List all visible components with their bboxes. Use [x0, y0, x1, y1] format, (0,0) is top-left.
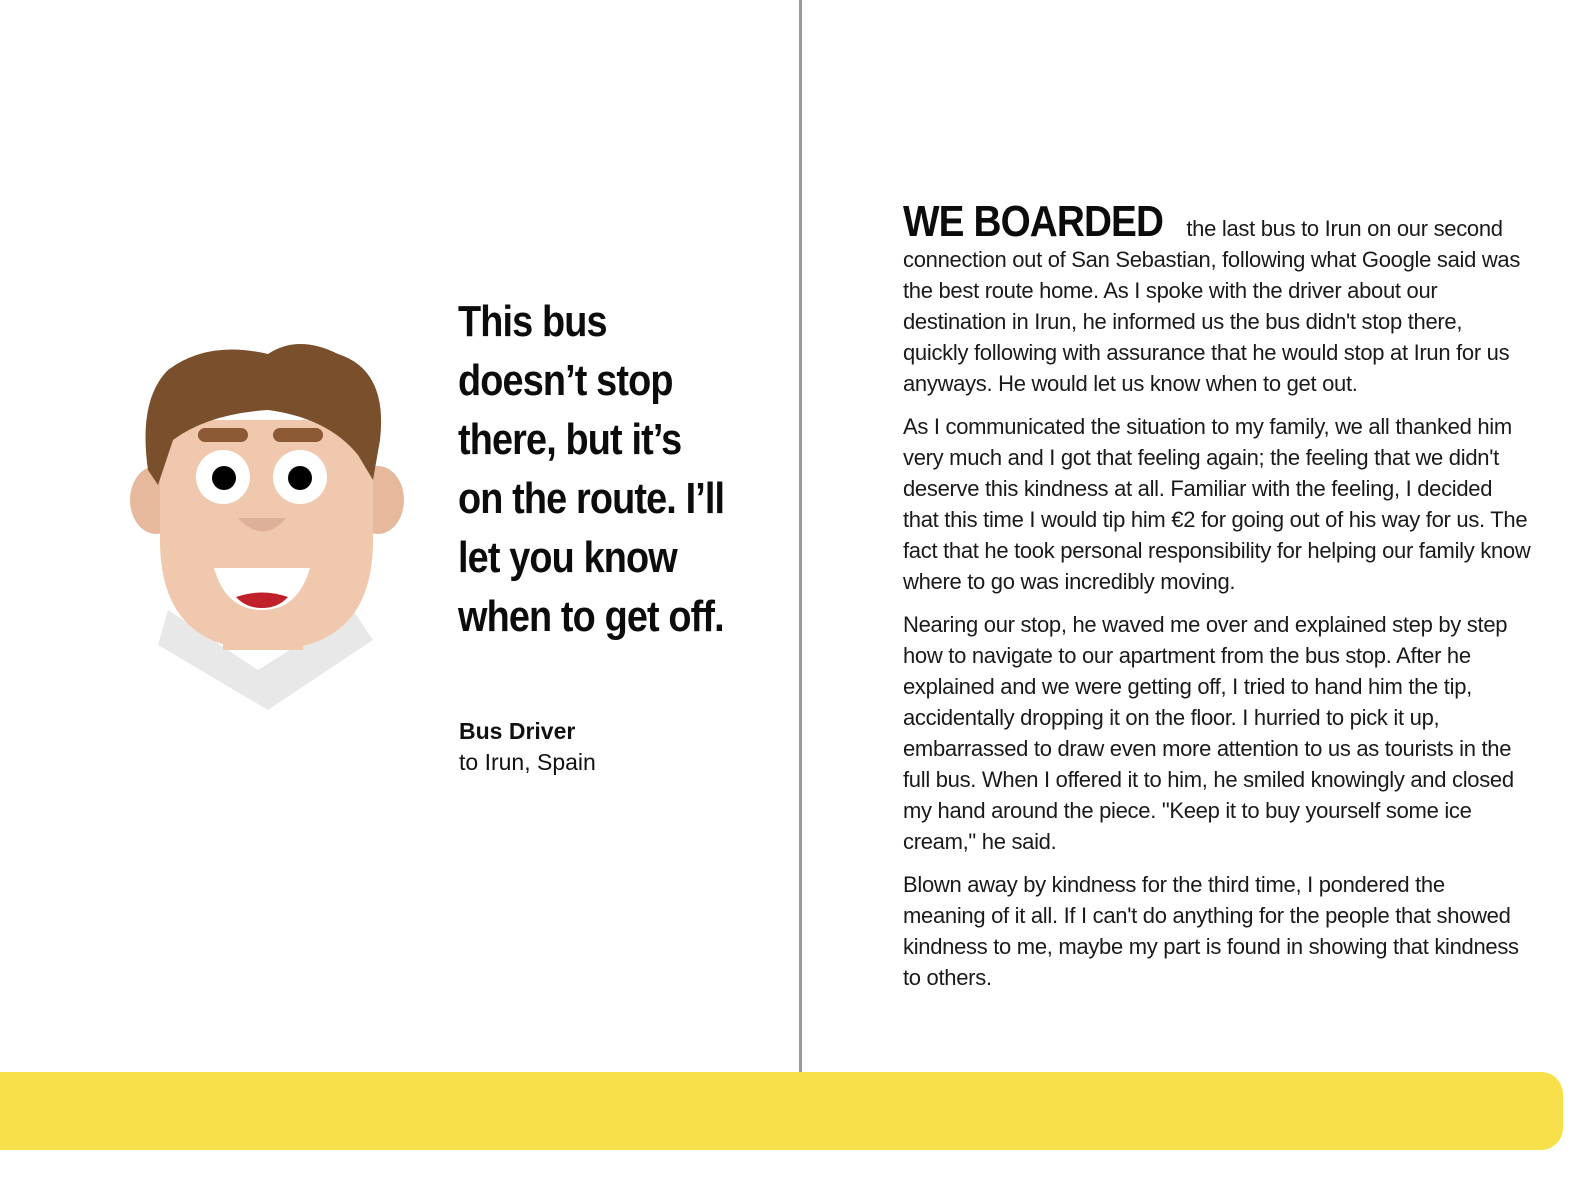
story-body — [903, 197, 1531, 1005]
story-paragraph-2: As I communicated the situation to my family, we all thanked him very much and I got that feeling again; the feeling that we didn't deserve this kindness at all. Familiar with the feeling, I decided that this time I would tip him €2 for going out of his way for us. The fact that he took personal responsibility for helping our family know where to go was incredibly moving. — [903, 414, 1531, 594]
story-paragraph-1 — [903, 197, 1531, 399]
story-paragraph-1-text: the last bus to Irun on our second connection out of San Sebastian, following what Google said was the best route home. As I spoke with the driver about our destination in Irun, he informed us the bus didn't stop there, quickly following with assurance that he would stop at Irun for us anyways. He would let us know when to get out. — [903, 216, 1521, 396]
story-paragraph-3: Nearing our stop, he waved me over and explained step by step how to navigate to our apartment from the bus stop. After he explained and we were getting off, I tried to hand him the tip, accidentally dropping it on the floor. I hurried to pick it up, embarrassed to draw even more attention to us as tourists in the full bus. When I offered it to him, he smiled knowingly and closed my hand around the piece. "Keep it to buy yourself some ice cream," he said. — [903, 612, 1514, 854]
right-eye-pupil — [288, 466, 312, 490]
pull-quote: This bus doesn’t stop there, but it’s on the route. I’ll let you know when to get off. — [458, 297, 725, 641]
accent-band — [0, 1072, 1563, 1150]
face-shape — [160, 420, 373, 650]
left-eye-pupil — [212, 466, 236, 490]
bus-driver-avatar-icon — [128, 340, 408, 740]
attribution-place: to Irun, Spain — [459, 749, 596, 775]
story-paragraph-4: Blown away by kindness for the third time, I pondered the meaning of it all. If I can't do anything for the people that showed kindness to me, maybe my part is found in showing that kindness to others. — [903, 872, 1519, 990]
page-divider — [799, 0, 802, 1072]
quote-attribution — [459, 716, 596, 778]
attribution-name: Bus Driver — [459, 718, 576, 744]
story-lead-in: WE BOARDED — [903, 197, 1164, 246]
left-brow-shape — [198, 428, 248, 442]
right-brow-shape — [273, 428, 323, 442]
